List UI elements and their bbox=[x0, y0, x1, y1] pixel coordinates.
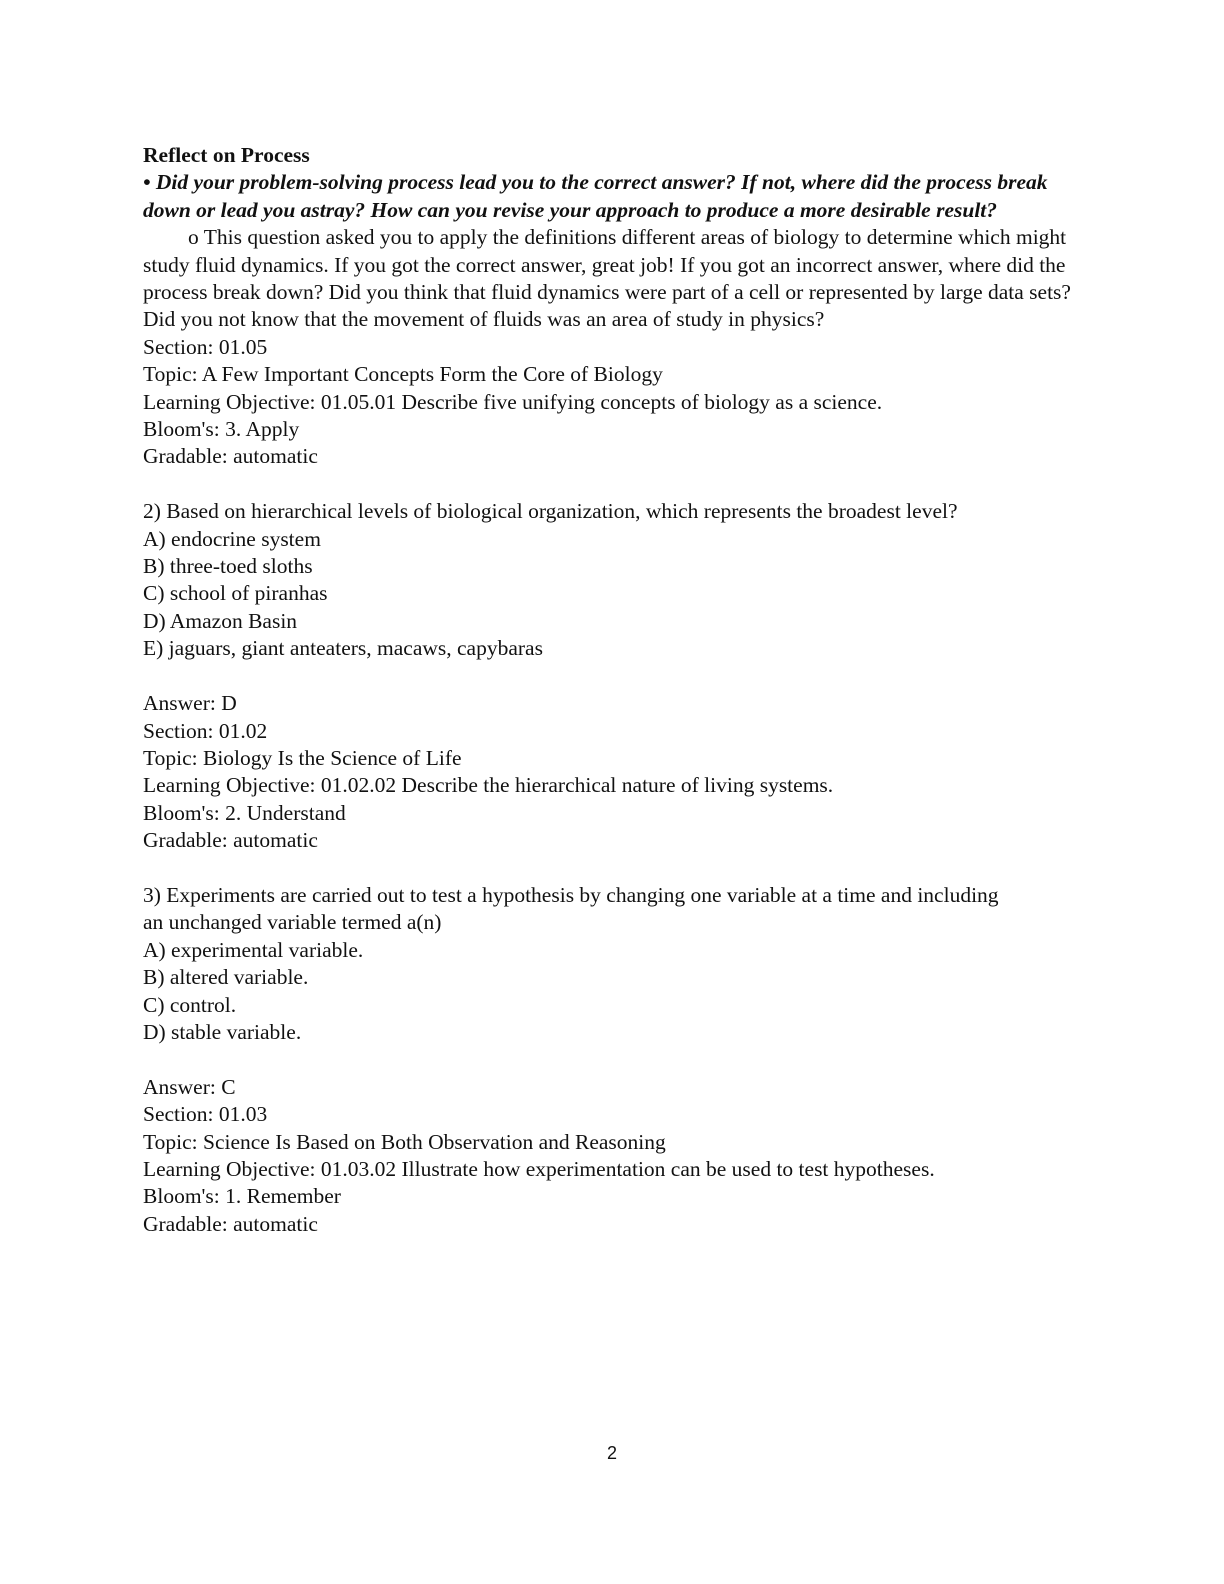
answer-option: A) endocrine system bbox=[143, 526, 321, 551]
reflect-heading: Reflect on Process bbox=[143, 143, 310, 167]
reflect-topic: Topic: A Few Important Concepts Form the Core of Biology bbox=[143, 362, 663, 387]
answer-key: Answer: D bbox=[143, 691, 237, 716]
document-page bbox=[143, 142, 1078, 1238]
page-number: 2 bbox=[606, 1443, 617, 1463]
reflect-paragraph: o This question asked you to apply the definitions different areas of biology to determine which might study fluid dynamics. If you got the correct answer, great job! If you got an incorrect answer, where did the process break down? Did you think that fluid dynamics were part of a cell or represented by large data sets? Did you not know that the movement of fluids was an area of study in physics? bbox=[143, 225, 1071, 332]
reflect-blooms: Bloom's: 3. Apply bbox=[143, 417, 300, 442]
question-topic: Topic: Science Is Based on Both Observation and Reasoning bbox=[143, 1129, 666, 1154]
question-learning-objective: Learning Objective: 01.02.02 Describe the hierarchical nature of living systems. bbox=[143, 773, 834, 798]
question-stem-line-1: 3) Experiments are carried out to test a hypothesis by changing one variable at a time and including bbox=[143, 882, 999, 907]
spacer bbox=[143, 471, 1078, 498]
answer-option: C) school of piranhas bbox=[143, 581, 328, 606]
answer-key: Answer: C bbox=[143, 1074, 236, 1099]
question-section: Section: 01.02 bbox=[143, 718, 268, 743]
question-gradable: Gradable: automatic bbox=[143, 828, 318, 853]
answer-option: C) control. bbox=[143, 992, 237, 1017]
question-blooms: Bloom's: 2. Understand bbox=[143, 800, 346, 825]
question-stem: 2) Based on hierarchical levels of biological organization, which represents the broadest level? bbox=[143, 499, 958, 524]
spacer bbox=[143, 1046, 1078, 1073]
question-2 bbox=[143, 498, 1078, 854]
question-gradable: Gradable: automatic bbox=[143, 1211, 318, 1236]
question-topic: Topic: Biology Is the Science of Life bbox=[143, 745, 462, 770]
question-stem-line-2: an unchanged variable termed a(n) bbox=[143, 910, 442, 935]
question-section: Section: 01.03 bbox=[143, 1102, 268, 1127]
answer-option: B) three-toed sloths bbox=[143, 554, 313, 579]
spacer bbox=[143, 663, 1078, 690]
answer-option: D) stable variable. bbox=[143, 1019, 302, 1044]
spacer bbox=[143, 855, 1078, 882]
answer-option: B) altered variable. bbox=[143, 965, 309, 990]
answer-option: D) Amazon Basin bbox=[143, 608, 298, 633]
reflect-prompt: • Did your problem-solving process lead you to the correct answer? If not, where did the process break down or lead you astray? How can you revise your approach to produce a more desirable result? bbox=[143, 170, 1048, 222]
answer-option: A) experimental variable. bbox=[143, 937, 364, 962]
question-learning-objective: Learning Objective: 01.03.02 Illustrate how experimentation can be used to test hypotheses. bbox=[143, 1156, 935, 1181]
reflect-section: Section: 01.05 bbox=[143, 334, 268, 359]
reflect-learning-objective: Learning Objective: 01.05.01 Describe five unifying concepts of biology as a science. bbox=[143, 389, 883, 414]
answer-option: E) jaguars, giant anteaters, macaws, capybaras bbox=[143, 636, 543, 661]
question-blooms: Bloom's: 1. Remember bbox=[143, 1184, 341, 1209]
reflect-gradable: Gradable: automatic bbox=[143, 444, 318, 469]
question-3 bbox=[143, 882, 1078, 1238]
